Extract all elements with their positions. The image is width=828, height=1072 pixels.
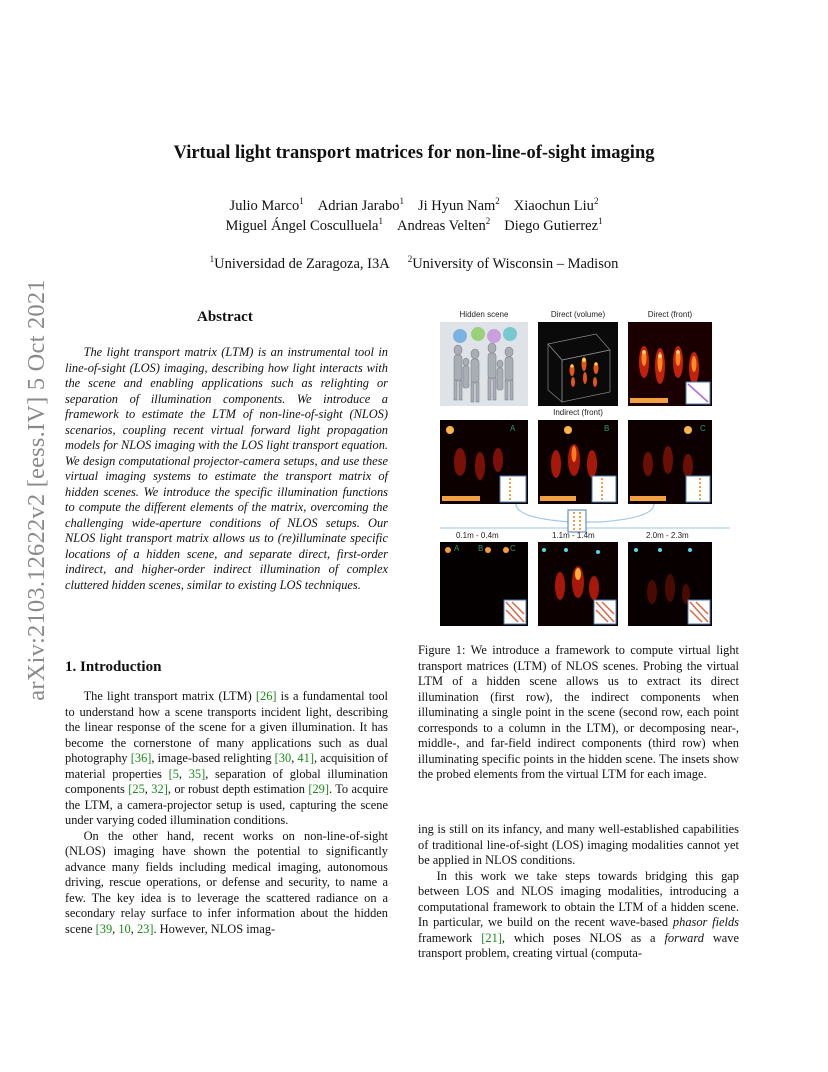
- direct-front-render: [628, 322, 712, 406]
- fig-letter-b: B: [604, 424, 610, 433]
- citation-link[interactable]: [25: [128, 782, 145, 796]
- range-far-render: [628, 542, 712, 626]
- citation-link[interactable]: [39: [95, 921, 113, 936]
- emphasis: phasor fields: [672, 915, 739, 929]
- fig-letter-c: C: [700, 424, 706, 433]
- abstract-text: The light transport matrix (LTM) is an instrumental tool in line-of-sight (LOS) imaging, describing how light interacts with the scene and enabling applications such as relighting or separation of illumination components. We introduce a framework to estimate the LTM of non-line-of-sight (NLOS) scenarios, coupling recent virtual forward light propagation models for NLOS imaging with the LOS light transport equation. We design computational projector-camera setups, and use these virtual imaging systems to estimate the transport matrix of hidden scenes. We introduce the specific illumination functions to compute the different elements of the matrix, overcoming the challenging wide-aperture conditions of NLOS setups. Our NLOS light transport matrix allows us to (re)illuminate specific locations of a hidden scene, and separate direct, first-order indirect, and higher-order indirect illumination of complex cluttered hidden scenes, similar to existing LOS techniques.: [65, 345, 388, 592]
- direct-volume-render: [538, 322, 618, 406]
- citation-link[interactable]: [30: [274, 751, 292, 765]
- fig-letter-row3-a: A: [454, 544, 460, 553]
- abstract-heading: Abstract: [197, 309, 253, 325]
- panel-hidden-scene: [440, 322, 528, 406]
- citation-link[interactable]: 35]: [188, 766, 206, 781]
- paper-title: Virtual light transport matrices for non-line-of-sight imaging: [173, 143, 655, 163]
- author-2: Ji Hyun Nam$^2$: [417, 196, 500, 214]
- panel-range-near: [440, 542, 528, 626]
- hidden-scene-image: [440, 322, 528, 406]
- intro-right-column: [418, 822, 739, 962]
- fig-label-range-near: 0.1m - 0.4m: [456, 531, 499, 540]
- fig-letter-row3-b: B: [478, 544, 484, 553]
- panel-indirect-b: [538, 420, 618, 504]
- citation-link[interactable]: [26]: [255, 689, 277, 703]
- fig-label-hidden-scene: Hidden scene: [459, 310, 509, 319]
- author-1: Adrian Jarabo$^1$: [317, 196, 404, 214]
- author-0: Julio Marco$^1$: [229, 196, 304, 214]
- range-near-render: [440, 542, 528, 626]
- author-line2-1: Andreas Velten$^2$: [396, 216, 491, 234]
- panel-indirect-a: [440, 420, 528, 504]
- citation-link[interactable]: [21]: [481, 930, 502, 945]
- fig-label-indirect-front: Indirect (front): [553, 408, 603, 417]
- arxiv-side-stamp: arXiv:2103.12622v2 [eess.IV] 5 Oct 2021: [23, 279, 50, 701]
- fig-label-range-far: 2.0m - 2.3m: [646, 531, 689, 540]
- citation-link[interactable]: 41]: [297, 751, 314, 765]
- author-3: Xiaochun Liu$^2$: [513, 196, 599, 214]
- authors-line-1: [0, 196, 828, 215]
- author-line2-0: Miguel Ángel Cosculluela$^1$: [225, 216, 383, 234]
- fig-letter-row3-c: C: [510, 544, 516, 553]
- citation-link[interactable]: 10: [118, 921, 131, 936]
- author-line2-2: Diego Gutierrez$^1$: [504, 216, 603, 234]
- intro-left-column: [65, 689, 388, 937]
- panel-range-far: [628, 542, 712, 626]
- right-paragraph-2: In this work we take steps towards bridging this gap between LOS and NLOS imaging modalities, introducing a computational framework to obtain the LTM of a hidden scene. In particular, we build on the recent wave-based phasor fields framework [21], which poses NLOS as a forward wave transport problem, creating virtual (computa-: [418, 868, 739, 960]
- fig-letter-a: A: [510, 424, 516, 433]
- panel-direct-volume: [538, 322, 618, 406]
- citation-link[interactable]: [29]: [308, 782, 329, 796]
- authors-line-2: [0, 216, 828, 235]
- citation-link[interactable]: [5: [168, 766, 179, 781]
- fig-label-direct-volume: Direct (volume): [550, 310, 606, 319]
- affiliations: [0, 254, 828, 273]
- emphasis: forward: [664, 930, 704, 945]
- intro-paragraph-1: The light transport matrix (LTM) [26] is a fundamental tool to understand how a scene transports incident light, describing the linear response of the scene for a given illumination. It has become the cornerstone of many applications such as dual photography [36], image-based relighting [30, 41], acquisition of material properties [5, 35], separation of global illumination components [25, 32], or robust depth estimation [29]. To acquire the LTM, a camera-projector setup is used, capturing the scene under varying coded illumination conditions.: [65, 689, 389, 827]
- panel-direct-front: [628, 322, 712, 406]
- panel-indirect-c: [628, 420, 712, 504]
- range-mid-render: [538, 542, 618, 626]
- intro-paragraph-2: On the other hand, recent works on non-line-of-sight (NLOS) imaging have shown the potential to significantly advance many fields including medical imaging, autonomous driving, rescue operations, or defense and security, to name a few. The key idea is to leverage the scattered radiance on a secondary relay surface to infer information about the hidden scene [39, 10, 23]. However, NLOS imag-: [65, 828, 388, 936]
- affiliation-1: $^2$University of Wisconsin – Madison: [407, 254, 619, 272]
- citation-link[interactable]: 32]: [151, 782, 168, 796]
- figure-1: [440, 308, 730, 626]
- panel-range-mid: [538, 542, 618, 626]
- figure-1-caption: Figure 1: We introduce a framework to compute virtual light transport matrices (LTM) of NLOS scenes. Probing the virtual LTM of a hidden scene allows us to extract its direct illumination (first row), the indirect components when illuminating a single point in the scene (second row, each point corresponds to a column in the LTM), or decomposing near-, middle-, and far-field indirect components (third row) when illuminating specific points in the hidden scene. The insets show the probed elements from the virtual LTM for each image.: [418, 643, 739, 781]
- affiliation-0: $^1$Universidad de Zaragoza, I3A: [209, 254, 390, 272]
- right-paragraph-1: ing is still on its infancy, and many well-established capabilities of traditional line-of-sight (LOS) imaging modalities cannot yet be applied in NLOS conditions.: [418, 822, 739, 867]
- fig-label-direct-front: Direct (front): [647, 310, 693, 319]
- fig-label-range-mid: 1.1m - 1.4m: [552, 531, 595, 540]
- citation-link[interactable]: [36]: [130, 751, 152, 765]
- section-heading-introduction: 1. Introduction: [65, 659, 162, 675]
- citation-link[interactable]: 23]: [136, 921, 154, 936]
